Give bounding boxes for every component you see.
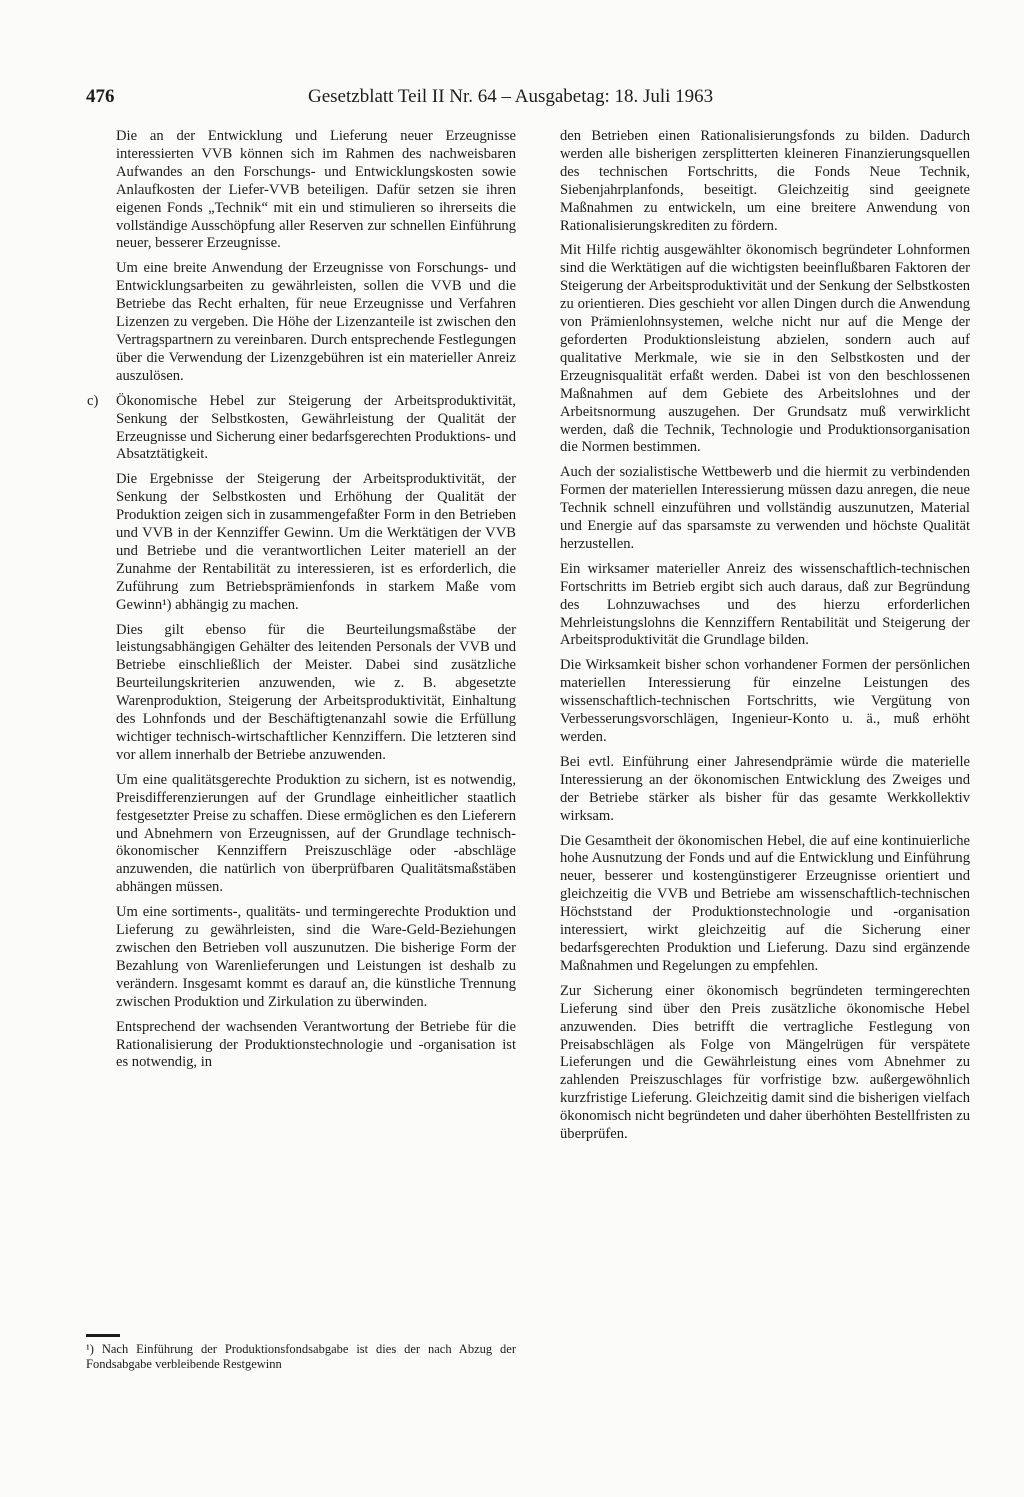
paragraph: Die Ergebnisse der Steigerung der Arbeitsproduktivität, der Senkung der Selbstkosten und Erhöhung der Qualität der Produktion zeigen sich in zusammengefaßter Form in den Betrieben und VVB in der Kennziffer Gewinn. Um die Werktätigen der VVB und Betriebe und die verantwortlichen Leiter materiell an der Zunahme der Rentabilität zu interessieren, ist es erforderlich, die Zuführung zum Betriebsprämienfonds in starkem Maße vom Gewinn¹) abhängig zu machen. <box>116 471 516 613</box>
paragraph: Dies gilt ebenso für die Beurteilungsmaßstäbe der leistungsabhängigen Gehälter des leitenden Personals der VVB und Betriebe einschließlich der Meister. Dabei sind zusätzliche Beurteilungskriterien anzuwenden, wie z. B. abgesetzte Warenproduktion, Steigerung der Arbeitsproduktivität, Einhaltung des Lohnfonds und der Beschäftigtenanzahl sowie die Erfüllung wichtiger technisch-wirtschaftlicher Kennziffern. Die letzteren sind vor allem innerhalb der Betriebe anzuwenden. <box>116 621 516 763</box>
right-column <box>560 128 970 1368</box>
paragraph: Um eine breite Anwendung der Erzeugnisse von Forschungs- und Entwicklungsarbeiten zu gewährleisten, sollen die VVB und die Betriebe das Recht erhalten, für neue Erzeugnisse und Verfahren Lizenzen zu vergeben. Die Höhe der Lizenzanteile ist zwischen den Vertragspartnern zu vereinbaren. Durch entsprechende Festlegungen über die Verwendung der Lizenzgebühren ist ein materieller Anreiz auszulösen. <box>116 260 516 384</box>
left-column <box>87 128 516 1338</box>
footnote-divider <box>86 1334 120 1337</box>
list-item-c <box>87 392 516 465</box>
paragraph: Die Gesamtheit der ökonomischen Hebel, die auf eine kontinuierliche hohe Ausnutzung der Fonds und auf die Entwicklung und Einführung neuer, besserer und kostengünstigerer Erzeugnisse orientiert und gleichzeitig die VVB und Betriebe am wissenschaftlich-technischen Höchststand der Produktionstechnologie und -organisation interessiert, wirkt gleichzeitig auf die Sicherung einer bedarfsgerechten Produktion und Lieferung. Dazu sind ergänzende Maßnahmen und Regelungen zu empfehlen. <box>560 832 970 974</box>
footnote: ¹) Nach Einführung der Produktionsfondsabgabe ist dies der nach Abzug der Fondsabgabe verbleibende Restgewinn <box>86 1342 516 1371</box>
paragraph: Ein wirksamer materieller Anreiz des wissenschaftlich-technischen Fortschritts im Betrieb ergibt sich auch daraus, daß zur Begründung des Lohnzuwachses und des hierzu erforderlichen Mehrleistungslohns die Kennziffern Rentabilität und Steigerung der Arbeitsproduktivität die Grundlage bilden. <box>560 560 970 649</box>
paragraph: Die an der Entwicklung und Lieferung neuer Erzeugnisse interessierten VVB können sich im Rahmen des nachweisbaren Aufwandes an den Forschungs- und Entwicklungskosten sowie Anlaufkosten der Liefer-VVB beteiligen. Dafür setzen sie ihren eigenen Fonds „Technik“ mit ein und stimulieren so ihrerseits die vollständige Ausschöpfung aller Reserven zur schnellen Einführung neuer, besserer Erzeugnisse. <box>116 128 516 252</box>
list-marker: c) <box>87 392 99 409</box>
paragraph: Mit Hilfe richtig ausgewählter ökonomisch begründeter Lohnformen sind die Werktätigen auf die wichtigsten beeinflußbaren Faktoren der Steigerung der Arbeitsproduktivität und der Senkung der Selbstkosten zu orientieren. Dies geschieht vor allen Dingen durch die Anwendung von Prämienlohnsystemen, welche nicht nur auf die Menge der geforderten Produktionsleistung abzielen, sondern auch auf qualitative Merkmale, wie sie in den Selbstkosten und der Erzeugnisqualität erfaßt werden. Dabei ist von den beschlossenen Maßnahmen auf dem Gebiete des Arbeitslohnes und der Arbeitsnormung auszugehen. Der Grundsatz muß verwirklicht werden, daß die Technik, Technologie und Produktionsorganisation die Normen bestimmen. <box>560 242 970 456</box>
running-title: Gesetzblatt Teil II Nr. 64 – Ausgabetag: 18. Juli 1963 <box>308 86 714 107</box>
paragraph: Entsprechend der wachsenden Verantwortung der Betriebe für die Rationalisierung der Produktionstechnologie und -organisation ist es notwendig, in <box>116 1018 516 1071</box>
list-item-text: Ökonomische Hebel zur Steigerung der Arbeitsproduktivität, Senkung der Selbstkosten, Gewährleistung der Qualität der Erzeugnisse und Sicherung einer bedarfsgerechten Produktions- und Absatztätigkeit. <box>116 392 516 463</box>
page-header <box>86 84 766 110</box>
paragraph: Zur Sicherung einer ökonomisch begründeten termingerechten Lieferung sind über den Preis zusätzliche ökonomische Hebel anzuwenden. Dies betrifft die vertragliche Festlegung von Preisabschlägen als Folge von Mängelrügen für verspätete Lieferungen und die Gewährleistung eines vom Abnehmer zu zahlenden Preiszuschlages für vorfristige bzw. außergewöhnlich kurzfristige Lieferung. Gleichzeitig damit sind die bisherigen vielfach ökonomisch nicht begründeten und daher überhöhten Bestellfristen zu überprüfen. <box>560 982 970 1143</box>
paragraph: Um eine sortiments-, qualitäts- und termingerechte Produktion und Lieferung zu gewährleisten, sind die Ware-Geld-Beziehungen zwischen den Betrieben voll auszunutzen. Die bisherige Form der Bezahlung von Warenlieferungen und Leistungen ist deshalb zu verändern. Insgesamt kommt es darauf an, die künstliche Trennung zwischen Produktion und Zirkulation zu überwinden. <box>116 904 516 1010</box>
paragraph: Die Wirksamkeit bisher schon vorhandener Formen der persönlichen materiellen Interessierung für einzelne Leistungen des wissenschaftlich-technischen Fortschritts, wie Vergütung von Verbesserungsvorschlägen, Ingenieur-Konto u. ä., muß erhöht werden. <box>560 657 970 745</box>
paragraph: den Betrieben einen Rationalisierungsfonds zu bilden. Dadurch werden alle bisherigen zersplitterten kleineren Finanzierungsquellen des technischen Fortschritts, die Fonds Neue Technik, Siebenjahrplanfonds, beseitigt. Gleichzeitig sind geeignete Maßnahmen zu entwickeln, um eine breitere Anwendung von Rationalisierungskrediten zu fördern. <box>560 128 970 234</box>
paragraph: Auch der sozialistische Wettbewerb und die hiermit zu verbindenden Formen der materiellen Interessierung müssen dazu anregen, die neue Technik schnell einzuführen und vollständig auszunutzen, Material und Energie auf das sparsamste zu verwenden und höchste Qualität herzustellen. <box>560 464 970 552</box>
page-number: 476 <box>86 86 115 107</box>
paragraph: Um eine qualitätsgerechte Produktion zu sichern, ist es notwendig, Preisdifferenzierungen auf der Grundlage einheitlicher staatlich festgesetzter Preise zu schaffen. Diese ermöglichen es den Lieferern und Abnehmern von Erzeugnissen, auf der Grundlage technisch-ökonomischer Kennziffern Preiszuschläge oder -abschläge anzuwenden, die natürlich von überprüfbaren Qualitätsmaßstäben abhängen müssen. <box>116 771 516 896</box>
paragraph: Bei evtl. Einführung einer Jahresendprämie würde die materielle Interessierung an der ökonomischen Entwicklung des Zweiges und der Betriebe stärker als bisher für das gesamte Werkkollektiv wirksam. <box>560 753 970 824</box>
